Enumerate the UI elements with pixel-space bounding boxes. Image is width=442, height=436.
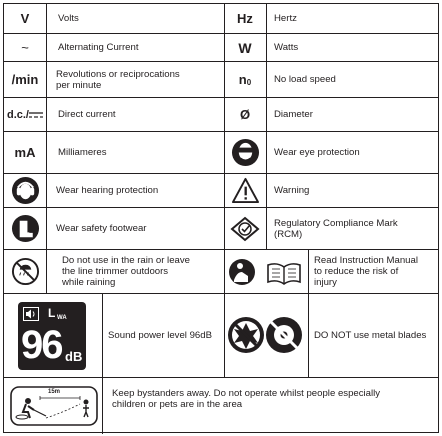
direct-current-symbol: d.c./ [4, 98, 46, 131]
milliamperes-symbol: mA [14, 145, 36, 160]
no-load-speed-symbol: n $_0$ [238, 72, 252, 87]
hearing-protection-icon [11, 176, 40, 205]
no-load-speed-label: No load speed [274, 74, 336, 85]
rcm-label: Regulatory Compliance Mark (RCM) [274, 217, 398, 240]
eye-protection-icon [231, 138, 260, 167]
hertz-label: Hertz [274, 13, 297, 24]
row-ac-watts [4, 34, 438, 62]
per-minute-symbol: /min [11, 72, 39, 87]
row-ma-eye [4, 132, 438, 174]
watts-label: Watts [274, 42, 299, 53]
row-footwear-rcm [4, 208, 438, 250]
no-rain-label: Do not use in the rain or leave the line trimmer outdoors while raining [62, 255, 190, 288]
volts-symbol: V [20, 11, 30, 26]
read-manual-icon [228, 258, 306, 286]
rcm-mark-icon [230, 216, 260, 242]
watts-symbol: W [238, 39, 252, 56]
rpm-label: Revolutions or reciprocations per minute [56, 68, 180, 91]
row-volts-hertz [4, 4, 438, 34]
volts-label: Volts [58, 13, 79, 24]
warning-label: Warning [274, 185, 310, 196]
dc-line-icon [29, 111, 43, 119]
badge-number: 96 [21, 323, 62, 367]
alternating-current-label: Alternating Current [58, 42, 139, 53]
sound-power-label: Sound power level 96dB [108, 330, 213, 341]
warning-triangle-icon [231, 177, 260, 204]
milliamperes-label: Milliameres [58, 147, 107, 158]
diameter-symbol: Ø [239, 107, 251, 122]
row-sound-metal [4, 294, 438, 378]
eye-protection-label: Wear eye protection [274, 147, 360, 158]
read-manual-label: Read Instruction Manual to reduce the risk of injury [314, 255, 418, 288]
distance-label: 15m [48, 389, 61, 395]
row-bystanders [4, 378, 438, 434]
row-rpm-noload [4, 62, 438, 98]
direct-current-label: Direct current [58, 109, 116, 120]
no-metal-blades-label: DO NOT use metal blades [314, 330, 427, 341]
safety-footwear-icon [11, 214, 40, 243]
row-dc-diameter [4, 98, 438, 132]
sound-power-badge [18, 302, 86, 370]
row-rain-manual [4, 250, 438, 294]
bystanders-label: Keep bystanders away. Do not operate whilst people especially children or pets are in the area [112, 388, 381, 410]
hertz-symbol: Hz [237, 11, 253, 26]
diameter-label: Diameter [274, 109, 313, 120]
speaker-icon [23, 307, 39, 321]
row-hearing-warning [4, 174, 438, 208]
symbols-table [3, 3, 439, 433]
no-metal-blades-icon [226, 314, 306, 356]
safety-footwear-label: Wear safety footwear [56, 223, 147, 234]
badge-l: L [48, 306, 56, 320]
no-rain-icon [11, 257, 40, 286]
badge-wa: WA [57, 315, 67, 321]
hearing-protection-label: Wear hearing protection [56, 185, 159, 196]
tilde-symbol: ~ [21, 40, 29, 55]
badge-unit: dB [65, 349, 83, 364]
